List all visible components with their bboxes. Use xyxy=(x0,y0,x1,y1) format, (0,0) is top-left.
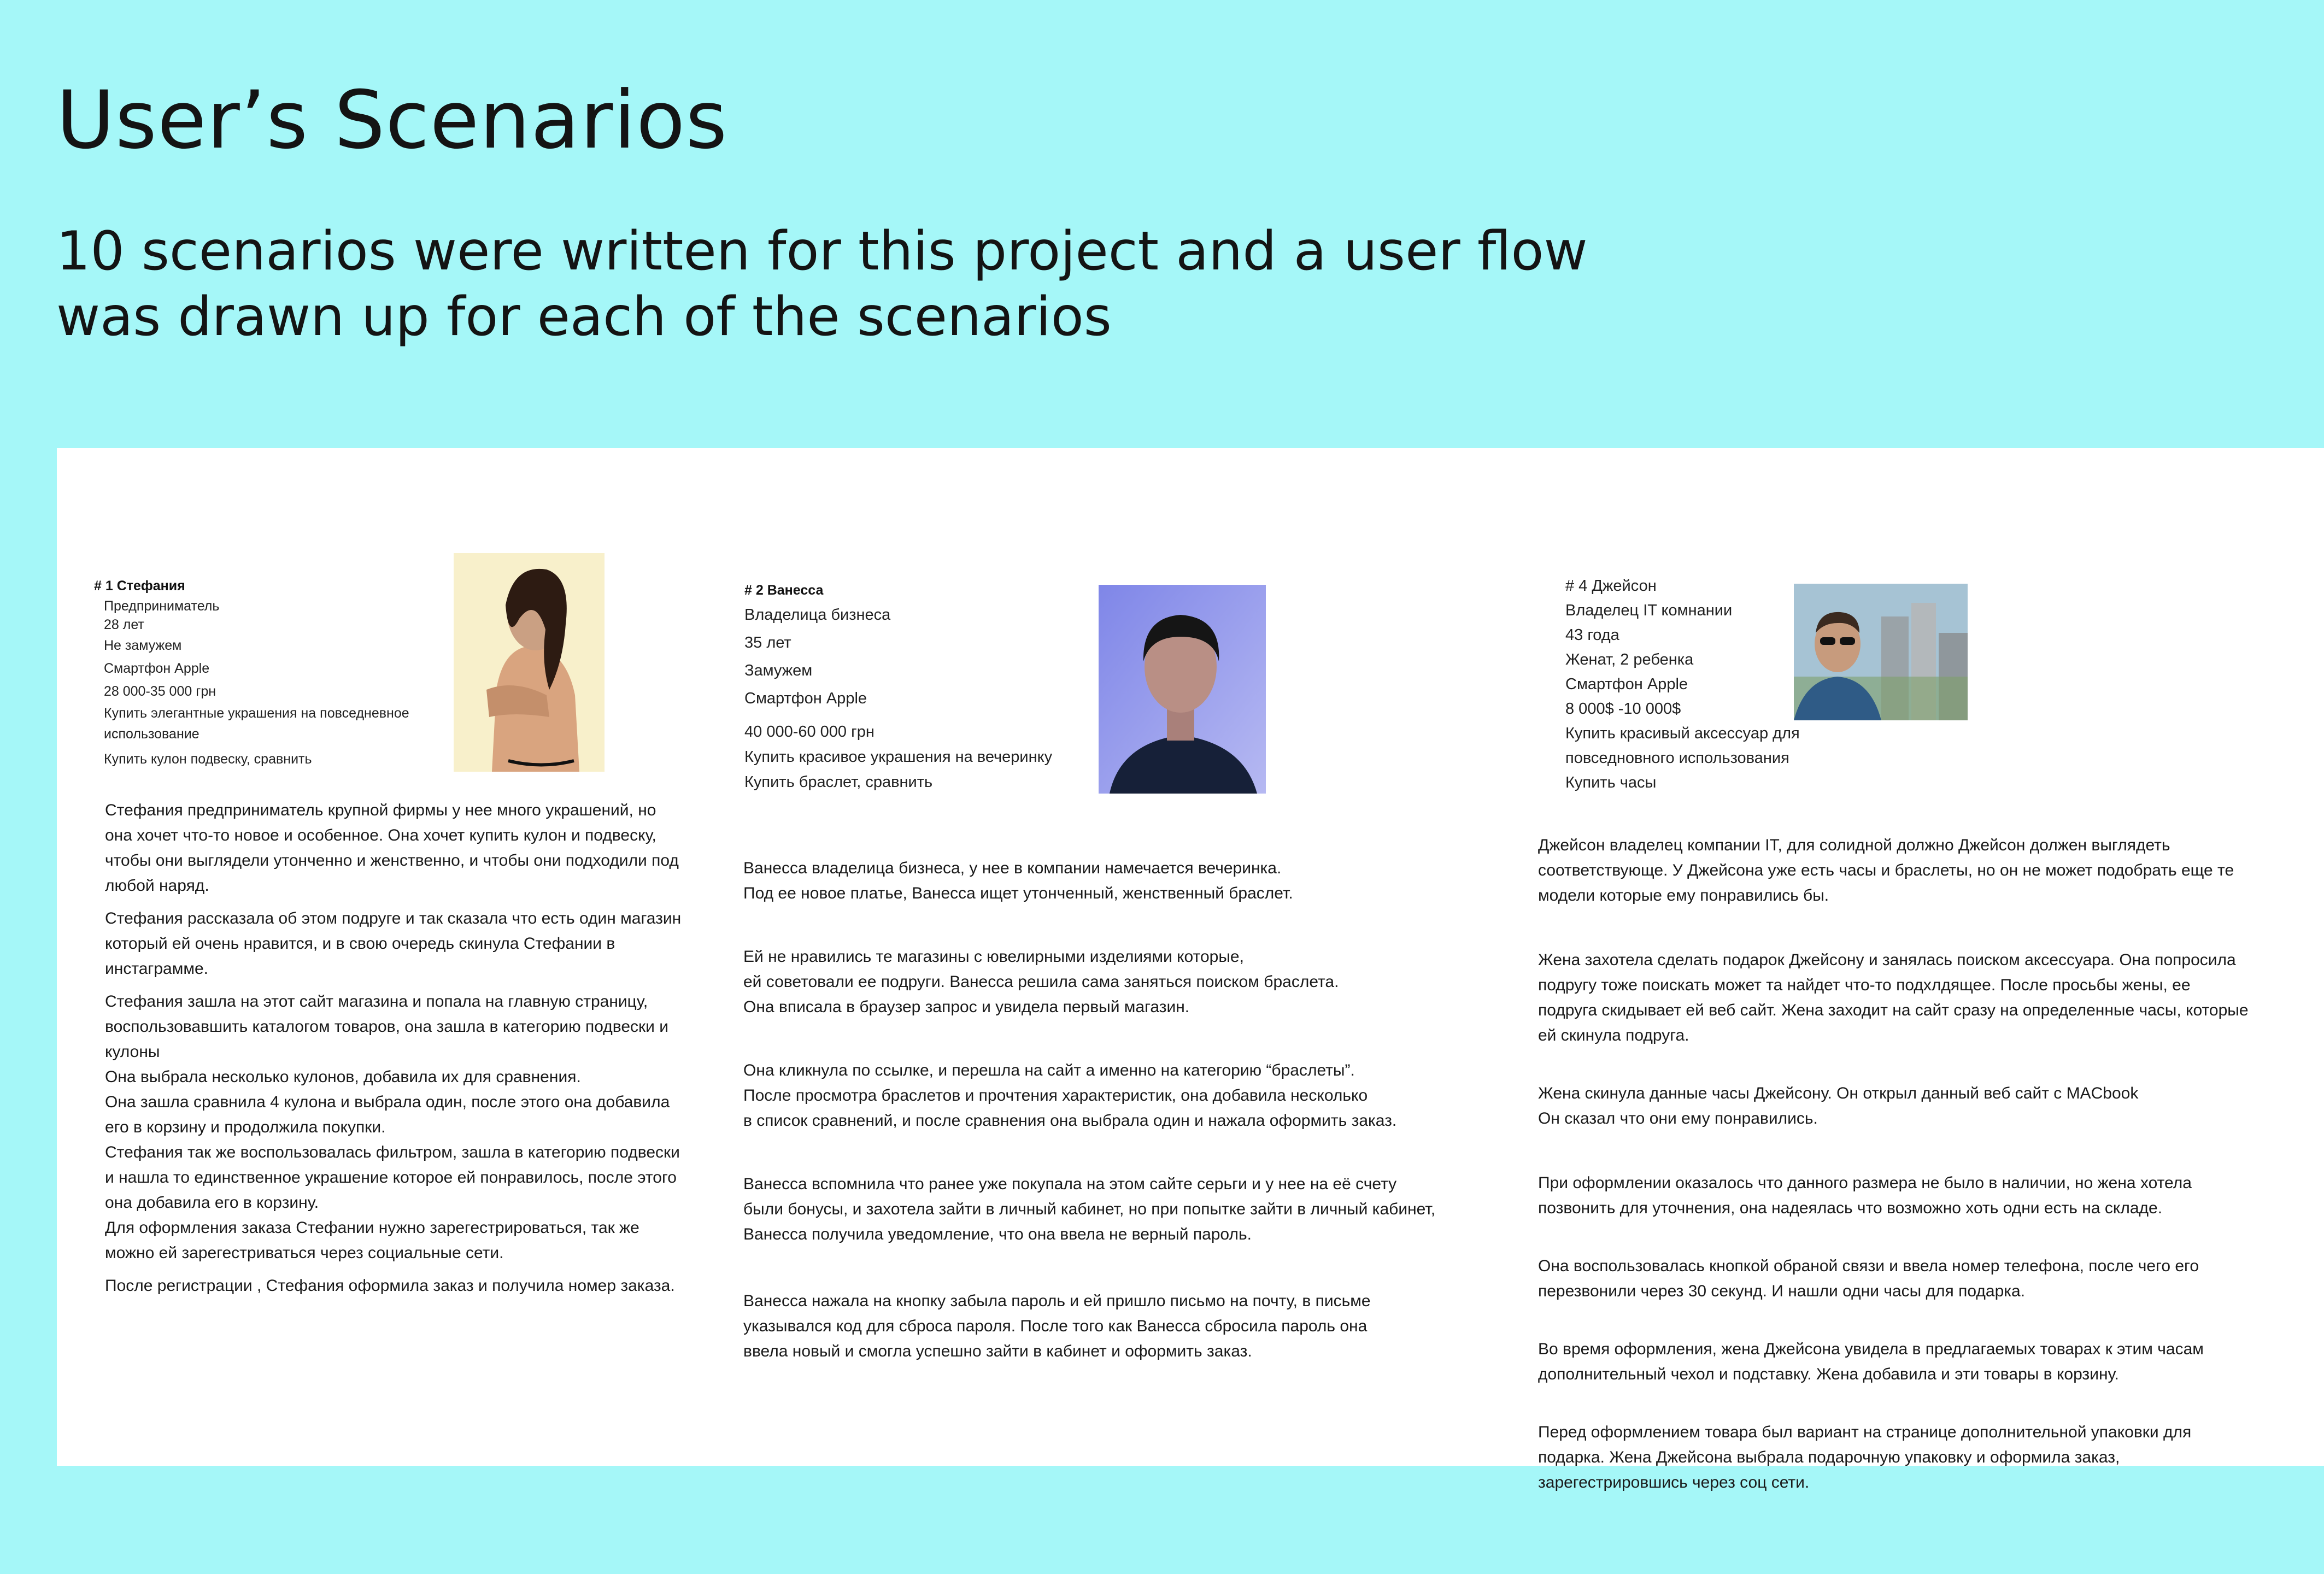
meta-line: 43 года xyxy=(1565,626,1619,644)
story-paragraph: Она воспользовалась кнопкой обраной связи и ввела номер телефона, после чего его перезвонили через 30 секунд. И нашли одни часы для подарка. xyxy=(1538,1257,2199,1300)
persona-card-vanessa xyxy=(744,579,1160,795)
meta-line: Купить красивое украшения на вечеринку xyxy=(744,748,1053,766)
story-paragraph: Стефания предприниматель крупной фирмы у нее много украшений, но она хочет что-то новое и особенное. Она хочет купить кулон и подвеску, чтобы они выглядели утонченно и женственно, и чтобы они подходили под любой наряд. xyxy=(105,801,679,895)
persona-photo-stefania xyxy=(454,553,605,772)
page-title: User’s Scenarios xyxy=(56,74,728,167)
woman-portrait-icon xyxy=(1099,585,1266,794)
persona-story-stefania xyxy=(105,798,684,1306)
meta-line: повседновного использования xyxy=(1565,749,1789,767)
meta-line: Смартфон Apple xyxy=(104,661,210,676)
man-portrait-icon xyxy=(1794,584,1968,720)
meta-line: Купить красивый аксессуар для xyxy=(1565,725,1800,742)
page-subtitle xyxy=(56,219,1696,350)
meta-line: 28 лет xyxy=(104,617,144,632)
persona-card-stefania xyxy=(94,575,477,771)
meta-line: Женат, 2 ребенка xyxy=(1565,651,1694,668)
meta-line: 28 000-35 000 грн xyxy=(104,684,216,699)
story-paragraph: Во время оформления, жена Джейсона увидела в предлагаемых товарах к этим часам дополнительный чехол и подставку. Жена добавила и эти товары в корзину. xyxy=(1538,1340,2204,1383)
story-paragraph: Стефания рассказала об этом подруге и так сказала что есть один магазин который ей очень нравится, и в свою очередь скинула Стефании в инстаграмме. xyxy=(105,909,682,978)
story-paragraph: Ванесса нажала на кнопку забыла пароль и ей пришло письмо на почту, в письме указывался код для сброса пароля. После того как Ванесса сбросила пароль она ввела новый и смогла успешно зайти в кабинет и оформить заказ. xyxy=(743,1292,1371,1360)
story-paragraph: Перед оформлением товара был вариант на странице дополнительной упаковки для подарка. Жена Джейсона выбрала подарочную упаковку и оформила заказ, зарегестрировшись через соц сети. xyxy=(1538,1423,2192,1491)
story-paragraph: Жена скинула данные часы Джейсону. Он открыл данный веб сайт с MACbook Он сказал что они ему понравились. xyxy=(1538,1084,2139,1127)
persona-photo-vanessa xyxy=(1099,585,1266,794)
meta-line: Купить кулон подвеску, сравнить xyxy=(104,751,312,767)
persona-heading: # 1 Стефания xyxy=(94,578,185,594)
persona-heading: # 2 Ванесса xyxy=(744,583,824,598)
persona-meta xyxy=(94,597,477,771)
meta-line: Замужем xyxy=(744,662,813,679)
story-paragraph: Джейсон владелец компании IT, для солидной должно Джейсон должен выглядеть соответствующе. У Джейсона уже есть часы и браслеты, но он не может подобрать еще те модели которые ему понравились бы. xyxy=(1538,836,2234,905)
meta-line: Владелец IT комнании xyxy=(1565,602,1733,619)
meta-line: использование xyxy=(104,726,199,742)
persona-meta xyxy=(744,601,1160,795)
story-paragraph: Ванесса владелица бизнеса, у нее в компании намечается вечеринка. Под ее новое платье, Ванесса ищет утонченный, женственный браслет. xyxy=(743,859,1293,902)
meta-line: Купить элегантные украшения на повседневное xyxy=(104,706,409,721)
subtitle-line-1: 10 scenarios were written for this project and a user flow xyxy=(56,220,1588,283)
meta-line: Смартфон Apple xyxy=(744,690,867,707)
subtitle-line-2: was drawn up for each of the scenarios xyxy=(56,286,1112,348)
meta-line: Предприниматель xyxy=(104,598,220,614)
meta-line: Смартфон Apple xyxy=(1565,676,1688,693)
persona-story-vanessa xyxy=(743,831,1509,1397)
story-paragraph: Ей не нравились те магазины с ювелирными изделиями которые, ей советовали ее подруги. Ванесса решила сама заняться поиском браслета. Она вписала в браузер запрос и увидела первый магазин. xyxy=(743,948,1339,1016)
meta-line: 8 000$ -10 000$ xyxy=(1565,700,1681,718)
persona-story-jason xyxy=(1538,808,2249,1528)
persona-photo-jason xyxy=(1794,584,1968,720)
persona-heading: # 4 Джейсон xyxy=(1565,577,1657,595)
meta-line: Купить часы xyxy=(1565,774,1657,791)
meta-line: Купить браслет, сравнить xyxy=(744,773,933,791)
woman-portrait-icon xyxy=(454,553,605,772)
story-paragraph: При оформлении оказалось что данного размера не было в наличии, но жена хотела позвонить для уточнения, она надеялась что возможно хоть одни есть на складе. xyxy=(1538,1174,2192,1217)
story-paragraph: Она кликнула по ссылке, и перешла на сайт а именно на категорию “браслеты”. После просмотра браслетов и прочтения характеристик, она добавила несколько в список сравнений, и после сравнения она выбрала один и нажала оформить заказ. xyxy=(743,1061,1397,1130)
meta-line: 40 000-60 000 грн xyxy=(744,723,875,741)
story-paragraph: Ванесса вспомнила что ранее уже покупала на этом сайте серьги и у нее на её счету были бонусы, и захотела зайти в личный кабинет, но при попытке зайти в личный кабинет, Ванесса получила уведомление, что она ввела не верный пароль. xyxy=(743,1175,1436,1243)
meta-line: Владелица бизнеса xyxy=(744,606,891,624)
scenarios-board xyxy=(57,448,2324,1491)
meta-line: 35 лет xyxy=(744,634,791,651)
story-paragraph: После регистрации , Стефания оформила заказ и получила номер заказа. xyxy=(105,1277,675,1295)
story-paragraph: Стефания зашла на этот сайт магазина и попала на главную страницу, воспользовавшить каталогом товаров, она зашла в категорию подвески и кулоны Она выбрала несколько кулонов, добавила их для сравнения. Она зашла сравнила 4 кулона и выбрала один, после этого она добавила его в корзину и продолжила покупки. Стефания так же воспользовалась фильтром, зашла в категорию подвески и нашла то единственное украшение которое ей понравилось, после этого она добавила его в корзину. Для оформления заказа Стефании нужно зарегестрироваться, так же можно ей зарегестриваться через социальные сети. xyxy=(105,992,680,1262)
meta-line: Не замужем xyxy=(104,638,182,653)
story-paragraph: Жена захотела сделать подарок Джейсону и занялась поиском аксессуара. Она попросила подругу тоже поискать может та найдет что-то подхлдящее. После просьбы жены, ее подруга скидывает ей веб сайт. Жена заходит на сайт сразу на определенные часы, которые ей скинула подруга. xyxy=(1538,951,2249,1044)
